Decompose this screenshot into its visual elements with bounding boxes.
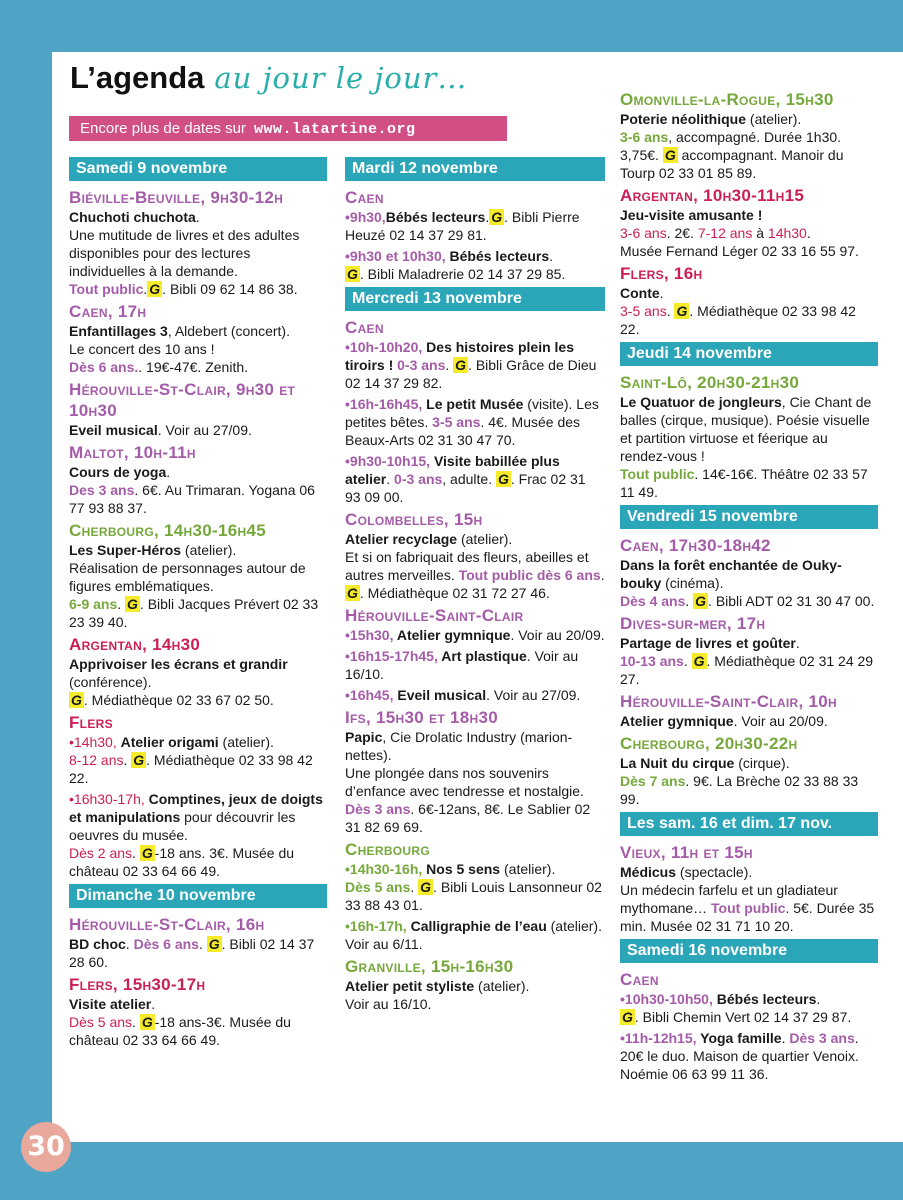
- event-entry: [620, 634, 878, 688]
- event-entry: [345, 977, 605, 1013]
- event-audience: 14h30: [767, 225, 807, 241]
- event-entry: [69, 733, 327, 787]
- event-entry: [345, 208, 605, 244]
- event-entry: [345, 452, 605, 506]
- event-text: (atelier).: [218, 734, 274, 750]
- event-entry: [345, 395, 605, 449]
- event-audience: Tout public: [711, 900, 786, 916]
- free-badge: G: [695, 593, 707, 609]
- event-text: .: [781, 1030, 790, 1046]
- event-text: (atelier).: [457, 531, 513, 547]
- event-text: -18 ans-3€. Musée du château 02 33 64 66 49.: [69, 1014, 291, 1048]
- event-entry: [620, 754, 878, 808]
- event-location: Hérouville-St-Clair, 9h30 et 10h30: [69, 380, 296, 420]
- event-entry: [69, 790, 327, 880]
- event-name: Bébés lecteurs: [385, 209, 486, 225]
- event-text: . Bibli Louis Lansonneur 02 33 88 43 01.: [345, 879, 602, 913]
- day-header: Mardi 12 novembre: [345, 157, 605, 181]
- event-name: Cours de yoga: [69, 464, 167, 480]
- event-text: pour découvrir les oeuvres du musée.: [69, 809, 296, 843]
- event-text: .: [143, 281, 148, 297]
- event-location: Caen: [345, 318, 384, 337]
- event-name: Atelier petit styliste: [345, 978, 475, 994]
- event-name: Papic: [345, 729, 383, 745]
- event-name: Calligraphie de l’eau: [410, 918, 547, 934]
- event-text: , Aldebert (concert).: [167, 323, 290, 339]
- event-audience: 3-6 ans: [620, 225, 667, 241]
- event-entry: [345, 626, 605, 644]
- event-audience: 3-6 ans: [620, 129, 669, 145]
- event-location: Vieux, 11h et 15h: [620, 843, 753, 862]
- event-text: . 9€. La Brèche 02 33 88 33 99.: [620, 773, 859, 807]
- event-audience: Dès 2 ans: [69, 845, 133, 861]
- event-name: Le petit Musée: [426, 396, 524, 412]
- event-text: Et si on fabriquait des fleurs, abeilles et autres merveilles.: [345, 549, 589, 583]
- event-audience: •16h30-17h,: [69, 791, 149, 807]
- event-text: . Bibli Grâce de Dieu 02 14 37 29 82.: [345, 357, 597, 391]
- event-name: Enfantillages 3: [69, 323, 168, 339]
- event-location: Flers, 15h30-17h: [69, 975, 206, 994]
- event-audience: 3-5 ans: [620, 303, 667, 319]
- event-text: .: [132, 845, 140, 861]
- event-text: . 20€ le duo. Maison de quartier Venoix. Noémie 06 63 99 11 36.: [620, 1030, 859, 1082]
- event-text: .: [386, 471, 395, 487]
- event-name: Dans la forêt enchantée de Ouky-bouky: [620, 557, 842, 591]
- event-text: . Voir au 16/10.: [345, 648, 579, 682]
- event-location: Dives-sur-mer, 17h: [620, 614, 766, 633]
- event-text: . 19€-47€. Zenith.: [138, 359, 249, 375]
- event-text: . Bibli 09 62 14 86 38.: [162, 281, 298, 297]
- free-badge: G: [149, 281, 161, 297]
- event-text: .: [195, 209, 200, 225]
- free-badge: G: [141, 845, 153, 861]
- event-audience: Tout public: [620, 466, 695, 482]
- event-audience: Dès 5 ans: [69, 1014, 133, 1030]
- event-audience: Dès 6 ans.: [69, 359, 139, 375]
- event-entry: [620, 556, 878, 610]
- event-audience: •16h45,: [345, 687, 398, 703]
- day-header: Vendredi 15 novembre: [620, 505, 878, 529]
- event-audience: Dès 5 ans: [345, 879, 411, 895]
- event-text: . Voir au 27/09.: [157, 422, 252, 438]
- agenda-column-left: [69, 153, 327, 1052]
- day-header: Samedi 16 novembre: [620, 939, 878, 963]
- event-audience: •11h-12h15,: [620, 1030, 701, 1046]
- event-entry: [345, 647, 605, 683]
- event-entry: [345, 247, 605, 283]
- event-name: Nos 5 sens: [426, 861, 501, 877]
- event-text: .: [666, 303, 675, 319]
- title-main: L’agenda: [70, 60, 205, 95]
- event-text: .: [166, 464, 171, 480]
- event-text: . 14€-16€. Théâtre 02 33 57 11 49.: [620, 466, 868, 500]
- event-text: à: [752, 225, 768, 241]
- day-header: Les sam. 16 et dim. 17 nov.: [620, 812, 878, 836]
- event-audience: 0-3 ans: [393, 357, 446, 373]
- event-entry: [620, 393, 878, 501]
- event-text: . Médiathèque 02 31 72 27 46.: [359, 585, 550, 601]
- event-text: Un médecin farfelu et un gladiateur mythomane…: [620, 882, 838, 916]
- event-entry: [620, 110, 878, 182]
- event-name: Comptines, jeux de doigts et manipulations: [69, 791, 323, 825]
- event-text: accompagnant. Manoir du Tourp 02 33 01 85 89.: [620, 147, 844, 181]
- event-entry: [69, 995, 327, 1049]
- free-badge: G: [693, 653, 705, 669]
- event-text: Une plongée dans nos souvenirs d’enfance avec tendresse et nostalgie.: [345, 765, 584, 799]
- event-entry: [345, 338, 605, 392]
- event-name: Atelier origami: [120, 734, 219, 750]
- free-badge: G: [141, 1014, 153, 1030]
- event-audience: •10h30-10h50,: [620, 991, 717, 1007]
- event-text: (visite). Les petites bêtes.: [345, 396, 599, 430]
- free-badge: G: [455, 357, 467, 373]
- event-location: Hérouville-Saint-Clair, 10h: [620, 692, 838, 711]
- event-audience: Dès 7 ans: [620, 773, 686, 789]
- event-location: Flers: [69, 713, 113, 732]
- event-entry: [69, 463, 327, 517]
- event-text: (atelier). Voir au 6/11.: [345, 918, 602, 952]
- event-name: Yoga famille: [700, 1030, 782, 1046]
- event-location: Cherbourg, 14h30-16h45: [69, 521, 266, 540]
- event-audience: Dès 3 ans: [789, 1030, 855, 1046]
- event-text: . Bibli 02 14 37 28 60.: [69, 936, 315, 970]
- event-location: Hérouville-St-Clair, 16h: [69, 915, 265, 934]
- event-name: Conte: [620, 285, 660, 301]
- event-text: . Médiathèque 02 31 24 29 27.: [620, 653, 874, 687]
- event-text: .: [795, 635, 800, 651]
- event-location: Caen, 17h30-18h42: [620, 536, 771, 555]
- event-audience: •16h-16h45,: [345, 396, 427, 412]
- event-location: Caen, 17h: [69, 302, 147, 321]
- free-badge: G: [347, 585, 358, 601]
- free-badge: G: [133, 752, 145, 768]
- event-text: . Bibli ADT 02 31 30 47 00.: [708, 593, 875, 609]
- event-text: -18 ans. 3€. Musée du château 02 33 64 66 49.: [69, 845, 295, 879]
- event-text: . Voir au 27/09.: [486, 687, 581, 703]
- day-header: Mercredi 13 novembre: [345, 287, 605, 311]
- event-text: .: [685, 593, 694, 609]
- event-text: .: [806, 225, 811, 241]
- event-audience: 3-5 ans: [432, 414, 481, 430]
- event-text: . Voir au 20/09.: [510, 627, 605, 643]
- title-script: au jour le jour…: [214, 61, 468, 95]
- event-location: Omonville-la-Rogue, 15h30: [620, 90, 834, 109]
- event-audience: •9h30-10h15,: [345, 453, 434, 469]
- event-text: , Cie Drolatic Industry (marion-nettes).: [345, 729, 573, 763]
- day-header: Jeudi 14 novembre: [620, 342, 878, 366]
- event-text: .: [445, 357, 454, 373]
- page-title: [70, 60, 467, 104]
- event-location: Hérouville-Saint-Clair: [345, 606, 524, 625]
- event-text: .: [410, 879, 419, 895]
- event-text: . Frac 02 31 93 09 00.: [345, 471, 586, 505]
- event-audience: •14h30-16h,: [345, 861, 427, 877]
- event-audience: •14h30,: [69, 734, 121, 750]
- event-text: . 4€. Musée des Beaux-Arts 02 31 30 47 70.: [345, 414, 581, 448]
- free-badge: G: [208, 936, 220, 952]
- event-text: . 6€. Au Trimaran. Yogana 06 77 93 88 37.: [69, 482, 315, 516]
- event-name: La Nuit du cirque: [620, 755, 735, 771]
- event-name: Chuchoti chuchota: [69, 209, 196, 225]
- event-text: (atelier).: [474, 978, 530, 994]
- event-location: Argentan, 14h30: [69, 635, 201, 654]
- event-text: .: [125, 936, 134, 952]
- event-text: . Médiathèque 02 33 67 02 50.: [83, 692, 274, 708]
- event-name: Visite babillée plus atelier: [345, 453, 560, 487]
- event-name: Partage de livres et goûter: [620, 635, 796, 651]
- free-badge: G: [127, 596, 138, 612]
- free-badge: G: [420, 879, 432, 895]
- event-location: Caen: [345, 188, 384, 207]
- event-name: Le Quatuor de jongleurs: [620, 394, 782, 410]
- event-name: Jeu-visite amusante !: [620, 207, 763, 223]
- event-entry: [69, 541, 327, 631]
- event-text: Voir au 16/10.: [345, 996, 432, 1012]
- agenda-column-middle: [345, 153, 605, 1016]
- event-entry: [620, 206, 878, 260]
- promo-banner: [69, 116, 507, 141]
- event-audience: 0-3 ans: [394, 471, 443, 487]
- event-audience: Tout public dès 6 ans: [458, 567, 601, 583]
- event-text: . 5€. Durée 35 min. Musée 02 31 71 10 20.: [620, 900, 875, 934]
- event-text: (atelier).: [500, 861, 556, 877]
- day-header: Dimanche 10 novembre: [69, 884, 327, 908]
- event-name: Médicus: [620, 864, 677, 880]
- event-audience: •16h-17h,: [345, 918, 411, 934]
- agenda-column-right: [620, 86, 878, 1086]
- event-name: Atelier recyclage: [345, 531, 458, 547]
- event-audience: •16h15-17h45,: [345, 648, 442, 664]
- event-text: .: [816, 991, 821, 1007]
- free-badge: G: [347, 266, 358, 282]
- event-audience: Tout public: [69, 281, 144, 297]
- event-location: Granville, 15h-16h30: [345, 957, 514, 976]
- event-entry: [345, 917, 605, 953]
- event-text: . Bibli Maladrerie 02 14 37 29 85.: [359, 266, 566, 282]
- event-entry: [620, 284, 878, 338]
- event-name: Bébés lecteurs: [449, 248, 550, 264]
- event-text: . Médiathèque 02 33 98 42 22.: [620, 303, 856, 337]
- free-badge: G: [664, 147, 676, 163]
- event-location: Biéville-Beuville, 9h30-12h: [69, 188, 284, 207]
- event-text: .: [485, 209, 490, 225]
- event-text: (cirque).: [734, 755, 790, 771]
- event-text: , adulte.: [442, 471, 496, 487]
- event-entry: [69, 208, 327, 298]
- event-text: .: [659, 285, 664, 301]
- free-badge: G: [622, 1009, 633, 1025]
- event-text: Musée Fernand Léger 02 33 16 55 97.: [620, 243, 859, 259]
- event-location: Cherbourg, 20h30-22h: [620, 734, 798, 753]
- event-entry: [620, 1029, 878, 1083]
- event-location: Flers, 16h: [620, 264, 703, 283]
- event-text: . 6€-12ans, 8€. Le Sablier 02 31 82 69 69.: [345, 801, 591, 835]
- event-text: .: [151, 996, 156, 1012]
- event-location: Argentan, 10h30-11h15: [620, 186, 805, 205]
- event-name: Bébés lecteurs: [716, 991, 817, 1007]
- event-text: .: [117, 596, 126, 612]
- event-text: .: [683, 653, 692, 669]
- event-entry: [69, 935, 327, 971]
- event-audience: 8-12 ans: [69, 752, 124, 768]
- event-audience: 7-12 ans: [697, 225, 753, 241]
- promo-url-link[interactable]: www.latartine.org: [253, 121, 416, 138]
- event-location: Maltot, 10h-11h: [69, 443, 196, 462]
- free-badge: G: [491, 209, 503, 225]
- event-text: .: [132, 1014, 140, 1030]
- event-location: Ifs, 15h30 et 18h30: [345, 708, 498, 727]
- event-name: Apprivoiser les écrans et grandir: [69, 656, 288, 672]
- event-entry: [620, 990, 878, 1026]
- event-entry: [345, 686, 605, 704]
- event-text: , accompagné. Durée 1h30. 3,75€.: [620, 129, 842, 163]
- event-entry: [345, 530, 605, 602]
- event-text: . Médiathèque 02 33 98 42 22.: [69, 752, 313, 786]
- event-text: (spectacle).: [676, 864, 753, 880]
- event-text: (atelier).: [181, 542, 237, 558]
- event-location: Colombelles, 15h: [345, 510, 483, 529]
- event-text: (atelier).: [746, 111, 802, 127]
- event-name: Eveil musical: [397, 687, 487, 703]
- event-text: .: [123, 752, 132, 768]
- event-audience: •9h30,: [345, 209, 386, 225]
- event-entry: [345, 860, 605, 914]
- event-text: (conférence).: [69, 674, 152, 690]
- event-entry: [69, 322, 327, 376]
- event-audience: Des 3 ans: [69, 482, 135, 498]
- event-text: Réalisation de personnages autour de figures emblématiques.: [69, 560, 306, 594]
- event-text: .: [600, 567, 605, 583]
- event-entry: [620, 712, 878, 730]
- event-name: Des histoires plein les tiroirs !: [345, 339, 575, 373]
- event-location: Caen: [620, 970, 659, 989]
- event-name: Poterie néolithique: [620, 111, 747, 127]
- free-badge: G: [676, 303, 688, 319]
- event-audience: Dès 3 ans: [345, 801, 411, 817]
- event-entry: [345, 728, 605, 836]
- event-audience: 6-9 ans: [69, 596, 118, 612]
- event-entry: [69, 655, 327, 709]
- promo-text: Encore plus de dates sur: [80, 120, 246, 137]
- event-text: . Bibli Chemin Vert 02 14 37 29 87.: [634, 1009, 852, 1025]
- event-name: Atelier gymnique: [396, 627, 511, 643]
- event-text: (cinéma).: [661, 575, 724, 591]
- event-text: . Bibli Pierre Heuzé 02 14 37 29 81.: [345, 209, 580, 243]
- event-entry: [69, 421, 327, 439]
- event-text: .: [549, 248, 554, 264]
- event-text: .: [198, 936, 207, 952]
- event-entry: [620, 863, 878, 935]
- event-text: . 2€.: [666, 225, 698, 241]
- event-audience: 10-13 ans: [620, 653, 684, 669]
- event-text: Une mutitude de livres et des adultes disponibles pour des lectures individuelles à la demande.: [69, 227, 300, 279]
- event-name: Atelier gymnique: [620, 713, 734, 729]
- page-number-badge: 30: [21, 1122, 71, 1172]
- event-location: Cherbourg: [345, 840, 430, 859]
- event-location: Saint-Lô, 20h30-21h30: [620, 373, 800, 392]
- event-audience: •9h30 et 10h30,: [345, 248, 450, 264]
- event-text: . Bibli Jacques Prévert 02 33 23 39 40.: [69, 596, 319, 630]
- event-audience: Dès 4 ans: [620, 593, 686, 609]
- event-audience: •10h-10h20,: [345, 339, 427, 355]
- event-audience: •15h30,: [345, 627, 397, 643]
- event-text: . Voir au 20/09.: [733, 713, 828, 729]
- event-name: Les Super-Héros: [69, 542, 182, 558]
- event-name: Art plastique: [441, 648, 527, 664]
- event-text: , Cie Chant de balles (cirque, musique). Poésie visuelle et partition virtuose et féerique au rendez-vous !: [620, 394, 872, 464]
- event-audience: Dès 6 ans: [133, 936, 199, 952]
- free-badge: G: [71, 692, 82, 708]
- day-header: Samedi 9 novembre: [69, 157, 327, 181]
- event-name: BD choc: [69, 936, 126, 952]
- event-name: Eveil musical: [69, 422, 158, 438]
- event-name: Visite atelier: [69, 996, 152, 1012]
- free-badge: G: [497, 471, 509, 487]
- event-text: Le concert des 10 ans !: [69, 341, 215, 357]
